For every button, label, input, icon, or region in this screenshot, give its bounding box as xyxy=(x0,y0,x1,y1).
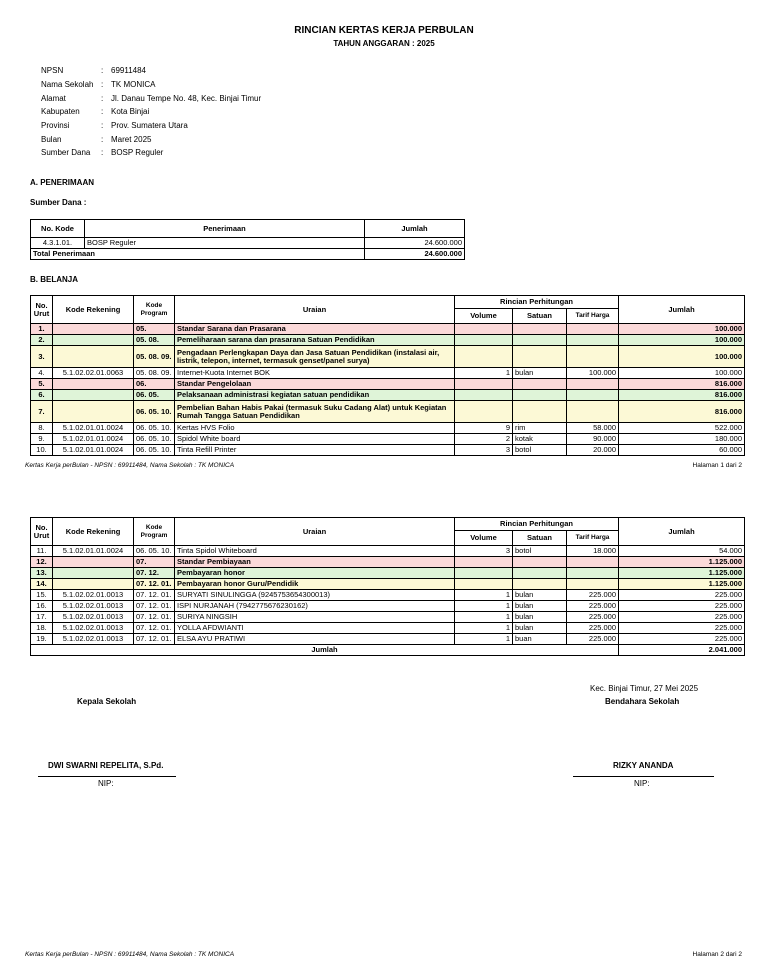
left-signature-line xyxy=(38,776,176,777)
table-row: 2. 05. 08. Pemeliharaan sarana dan prasarana Satuan Pendidikan 100.000 xyxy=(31,335,745,346)
sumber-dana-label: Sumber Dana : xyxy=(30,198,87,207)
table-row: 1. 05. Standar Sarana dan Prasarana 100.000 xyxy=(31,324,745,335)
col-no-urut: No. Urut xyxy=(31,296,53,324)
table-row: 12. 07. Standar Pembiayaan 1.125.000 xyxy=(31,557,745,568)
table-row: 19. 5.1.02.02.01.0013 07. 12. 01. ELSA AYU PRATIWI 1 buan 225.000 225.000 xyxy=(31,634,745,645)
info-row: Bulan : Maret 2025 xyxy=(41,134,152,144)
col-jumlah: Jumlah xyxy=(619,296,745,324)
table-row: 11. 5.1.02.01.01.0024 06. 05. 10. Tinta Spidol Whiteboard 3 botol 18.000 54.000 xyxy=(31,546,745,557)
table-row: 5. 06. Standar Pengelolaan 816.000 xyxy=(31,379,745,390)
page-footer-right-2: Halaman 2 dari 2 xyxy=(692,951,742,958)
page-footer-left-2: Kertas Kerja perBulan - NPSN : 69911484, Nama Sekolah : TK MONICA xyxy=(25,951,235,958)
table-row: 18. 5.1.02.02.01.0013 07. 12. 01. YOLLA AFDWIANTI 1 bulan 225.000 225.000 xyxy=(31,623,745,634)
info-row: NPSN : 69911484 xyxy=(41,66,146,76)
col-rincian: Rincian Perhitungan xyxy=(455,518,619,531)
info-row: Nama Sekolah : TK MONICA xyxy=(41,80,156,90)
table-row: 7. 06. 05. 10. Pembelian Bahan Habis Pakai (termasuk Suku Cadang Alat) untuk Kegiatan Rumah Tangga Satuan Pendidikan 816.000 xyxy=(31,401,745,423)
col-kode-rekening: Kode Rekening xyxy=(53,296,134,324)
table-row: 3. 05. 08. 09. Pengadaan Perlengkapan Daya dan Jasa Satuan Pendidikan (instalasi air, listrik, telepon, internet, termasuk genset/panel surya) 100.000 xyxy=(31,346,745,368)
info-row: Kabupaten : Kota Binjai xyxy=(41,107,150,117)
page-subtitle: TAHUN ANGGARAN : 2025 xyxy=(333,39,435,48)
left-role: Kepala Sekolah xyxy=(77,697,137,706)
table-row: 8. 5.1.02.01.01.0024 06. 05. 10. Kertas HVS Folio 9 rim 58.000 522.000 xyxy=(31,423,745,434)
penerimaan-table xyxy=(30,219,465,260)
left-signer-name: DWI SWARNI REPELITA, S.Pd. xyxy=(48,761,164,770)
col-tarif: Tarif Harga xyxy=(567,531,619,546)
table-row: 15. 5.1.02.02.01.0013 07. 12. 01. SURYATI SINULINGGA (9245753654300013) 1 bulan 225.000 225.000 xyxy=(31,590,745,601)
col-jumlah: Jumlah xyxy=(365,220,465,238)
school-info xyxy=(41,64,261,160)
section-penerimaan: A. PENERIMAAN xyxy=(30,178,95,187)
total-row: Jumlah 2.041.000 xyxy=(31,645,745,656)
col-kode-program: Kode Program xyxy=(134,518,175,546)
col-kode-program: Kode Program xyxy=(134,296,175,324)
col-satuan: Satuan xyxy=(513,309,567,324)
col-satuan: Satuan xyxy=(513,531,567,546)
table-row: 17. 5.1.02.02.01.0013 07. 12. 01. SURIYA NINGSIH 1 bulan 225.000 225.000 xyxy=(31,612,745,623)
info-row: Alamat : Jl. Danau Tempe No. 48, Kec. Binjai Timur xyxy=(41,93,262,103)
total-row: Total Penerimaan 24.600.000 xyxy=(31,249,465,260)
col-no-urut: No. Urut xyxy=(31,518,53,546)
right-signature-line xyxy=(573,776,714,777)
table-row: 13. 07. 12. Pembayaran honor 1.125.000 xyxy=(31,568,745,579)
table-row: 4.3.1.01. BOSP Reguler 24.600.000 xyxy=(31,238,465,249)
col-rincian: Rincian Perhitungan xyxy=(455,296,619,309)
col-uraian: Uraian xyxy=(175,296,455,324)
place-date: Kec. Binjai Timur, 27 Mei 2025 xyxy=(590,684,699,693)
page-title: RINCIAN KERTAS KERJA PERBULAN xyxy=(294,25,474,36)
page-footer-right: Halaman 1 dari 2 xyxy=(692,462,742,469)
col-kode-rekening: Kode Rekening xyxy=(53,518,134,546)
belanja-table-page1 xyxy=(30,295,745,456)
table-row: 6. 06. 05. Pelaksanaan administrasi kegiatan satuan pendidikan 816.000 xyxy=(31,390,745,401)
left-nip: NIP: xyxy=(98,779,114,788)
right-role: Bendahara Sekolah xyxy=(605,697,680,706)
col-uraian: Uraian xyxy=(175,518,455,546)
right-nip: NIP: xyxy=(634,779,650,788)
table-row: 4. 5.1.02.02.01.0063 05. 08. 09. Internet-Kuota Internet BOK 1 bulan 100.000 100.000 xyxy=(31,368,745,379)
col-volume: Volume xyxy=(455,531,513,546)
page-footer-left: Kertas Kerja perBulan - NPSN : 69911484, Nama Sekolah : TK MONICA xyxy=(25,462,235,469)
table-row: 16. 5.1.02.02.01.0013 07. 12. 01. ISPI NURJANAH (7942775676230162) 1 bulan 225.000 225.000 xyxy=(31,601,745,612)
col-tarif: Tarif Harga xyxy=(567,309,619,324)
table-row: 10. 5.1.02.01.01.0024 06. 05. 10. Tinta Refill Printer 3 botol 20.000 60.000 xyxy=(31,445,745,456)
col-volume: Volume xyxy=(455,309,513,324)
table-row: 14. 07. 12. 01. Pembayaran honor Guru/Pendidik 1.125.000 xyxy=(31,579,745,590)
col-jumlah: Jumlah xyxy=(619,518,745,546)
table-row: 9. 5.1.02.01.01.0024 06. 05. 10. Spidol White board 2 kotak 90.000 180.000 xyxy=(31,434,745,445)
col-penerimaan: Penerimaan xyxy=(85,220,365,238)
section-belanja: B. BELANJA xyxy=(30,275,79,284)
info-row: Provinsi : Prov. Sumatera Utara xyxy=(41,121,188,131)
right-signer-name: RIZKY ANANDA xyxy=(613,761,674,770)
info-row: Sumber Dana : BOSP Reguler xyxy=(41,148,164,158)
col-no-kode: No. Kode xyxy=(31,220,85,238)
belanja-table-page2 xyxy=(30,517,745,656)
